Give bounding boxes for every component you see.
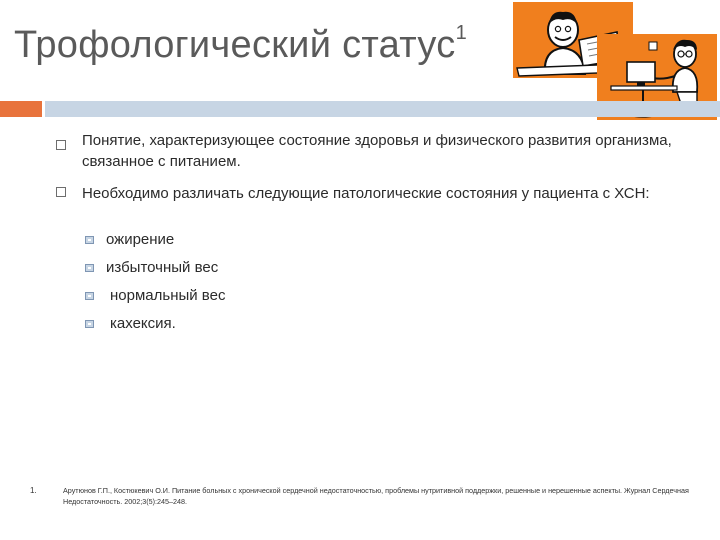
footnote-reference: Арутюнов Г.П., Костюкевич О.И. Питание больных с хронической сердечной недостаточностью, проблемы нутритивной поддержки, решенные и нерешенные аспекты. Журнал Сердечная Недостаточность. 2002;3(5):245–248. — [63, 486, 689, 506]
accent-bar-blue — [45, 101, 720, 117]
bullet-text-conditions: Необходимо различать следующие патологические состояния у пациента с ХСН: — [82, 185, 650, 202]
square-bullet-icon — [56, 140, 66, 150]
square-bullet-icon — [56, 187, 66, 197]
sub-bullet-obesity: ожирение — [106, 231, 175, 248]
bullet-text-definition: Понятие, характеризующее состояние здоровья и физического развития организма, связанное с питанием. — [82, 132, 672, 170]
sub-bullet-cachexia: кахексия. — [110, 315, 176, 332]
sub-bullet-icon — [85, 320, 94, 328]
sub-bullet-icon — [85, 292, 94, 300]
sub-bullet-icon — [85, 264, 94, 272]
accent-bar-orange — [0, 101, 42, 117]
slide-title: Трофологический статус$^1$ — [14, 22, 468, 66]
sub-bullet-normal-weight: нормальный вес — [110, 287, 226, 304]
footnote-number: 1. — [30, 486, 37, 495]
title-footnote-mark: 1 — [455, 22, 468, 45]
sub-bullet-icon — [85, 236, 94, 244]
sub-bullet-overweight: избыточный вес — [106, 259, 219, 276]
